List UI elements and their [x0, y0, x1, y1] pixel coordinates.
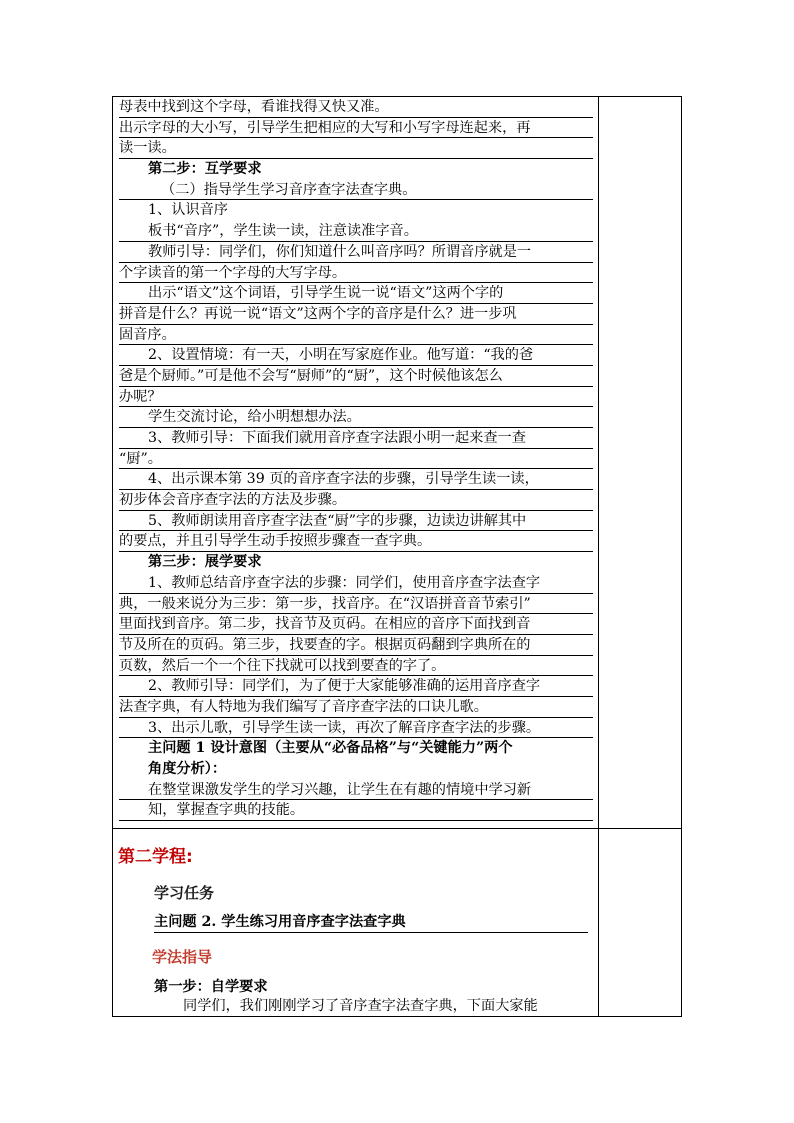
text-line: 爸是个厨师。”可是他不会写“厨师”的“厨”，这个时候他该怎么 — [119, 366, 593, 387]
text-line: 在整堂课激发学生的学习兴趣，让学生在有趣的情境中学习新 — [119, 780, 593, 801]
text-line: 知，掌握查字典的技能。 — [119, 800, 593, 821]
method-heading: 学法指导 — [152, 948, 213, 966]
text-line: 母表中找到这个字母，看谁找得又快又准。 — [119, 97, 593, 118]
step-heading: 第三步：展学要求 — [148, 554, 262, 571]
content-cell-1 — [119, 97, 593, 821]
section-heading: 第二学程: — [118, 847, 193, 867]
learning-task-heading: 学习任务 — [154, 884, 215, 902]
text-line: 办呢？ — [119, 387, 593, 408]
text-line: 1、教师总结音序查字法的步骤：同学们，使用音序查字法查字 — [119, 573, 593, 594]
text-line: 3、教师引导：下面我们就用音序查字法跟小明一起来查一查 — [119, 428, 593, 449]
text-line: 2、设置情境：有一天，小明在写家庭作业。他写道：“我的爸 — [119, 345, 593, 366]
text-line: 出示字母的大小写，引导学生把相应的大写和小写字母连起来，再 — [119, 118, 593, 139]
column-divider — [598, 97, 599, 1016]
text-line: “厨”。 — [119, 449, 593, 470]
lesson-table — [112, 96, 682, 1017]
text-line: 页数，然后一个一个往下找就可以找到要查的字了。 — [119, 656, 593, 677]
text-line: 学生交流讨论，给小明想想办法。 — [119, 407, 593, 428]
text-line: 教师引导：同学们，你们知道什么叫音序吗？所谓音序就是一 — [119, 242, 593, 263]
text-line: 读一读。 — [119, 138, 593, 159]
text-line: 2、教师引导：同学们，为了便于大家能够准确的运用音序查字 — [119, 676, 593, 697]
text-line: 拼音是什么？再说一说“语文”这两个字的音序是什么？进一步巩 — [119, 304, 593, 325]
design-intent-heading: 角度分析）： — [148, 761, 227, 777]
step-heading: 第一步：自学要求 — [154, 979, 268, 995]
text-line: 3、出示儿歌，引导学生读一读，再次了解音序查字法的步骤。 — [119, 718, 593, 739]
text-line: 固音序。 — [119, 325, 593, 346]
row-divider — [113, 828, 681, 829]
text-line: 1、认识音序 — [148, 202, 228, 219]
step-heading: 第二步：互学要求 — [148, 161, 262, 178]
text-line: 5、教师朗读用音序查字法查“厨”字的步骤，边读边讲解其中 — [119, 511, 593, 532]
text-line: 里面找到音序。第二步，找音节及页码。在相应的音序下面找到音 — [119, 614, 593, 635]
design-intent-heading: 主问题 1 设计意图（主要从“必备品格”与“关键能力”两个 — [148, 740, 513, 757]
text-line: 板书“音序”，学生读一读，注意读准字音。 — [119, 221, 593, 242]
text-line: 出示“语文”这个词语，引导学生说一说“语文”这两个字的 — [119, 283, 593, 304]
text-line: （二）指导学生学习音序查字法查字典。 — [119, 180, 593, 201]
text-line: 法查字典，有人特地为我们编写了音序查字法的口诀儿歌。 — [119, 697, 593, 718]
text-line: 节及所在的页码。第三步，找要查的字。根据页码翻到字典所在的 — [119, 635, 593, 656]
text-line: 典，一般来说分为三步：第一步，找音序。在“汉语拼音音节索引” — [119, 594, 593, 615]
text-line: 同学们，我们刚刚学习了音序查字法查字典，下面大家能 — [154, 996, 588, 1017]
main-question-2: 主问题 2. 学生练习用音序查字法查字典 — [154, 913, 588, 933]
text-line: 初步体会音序查字法的方法及步骤。 — [119, 490, 593, 511]
text-line: 的要点，并且引导学生动手按照步骤查一查字典。 — [119, 531, 593, 552]
text-line: 4、出示课本第 39 页的音序查字法的步骤，引导学生读一读， — [119, 469, 593, 490]
text-line: 个字读音的第一个字母的大写字母。 — [119, 263, 593, 284]
